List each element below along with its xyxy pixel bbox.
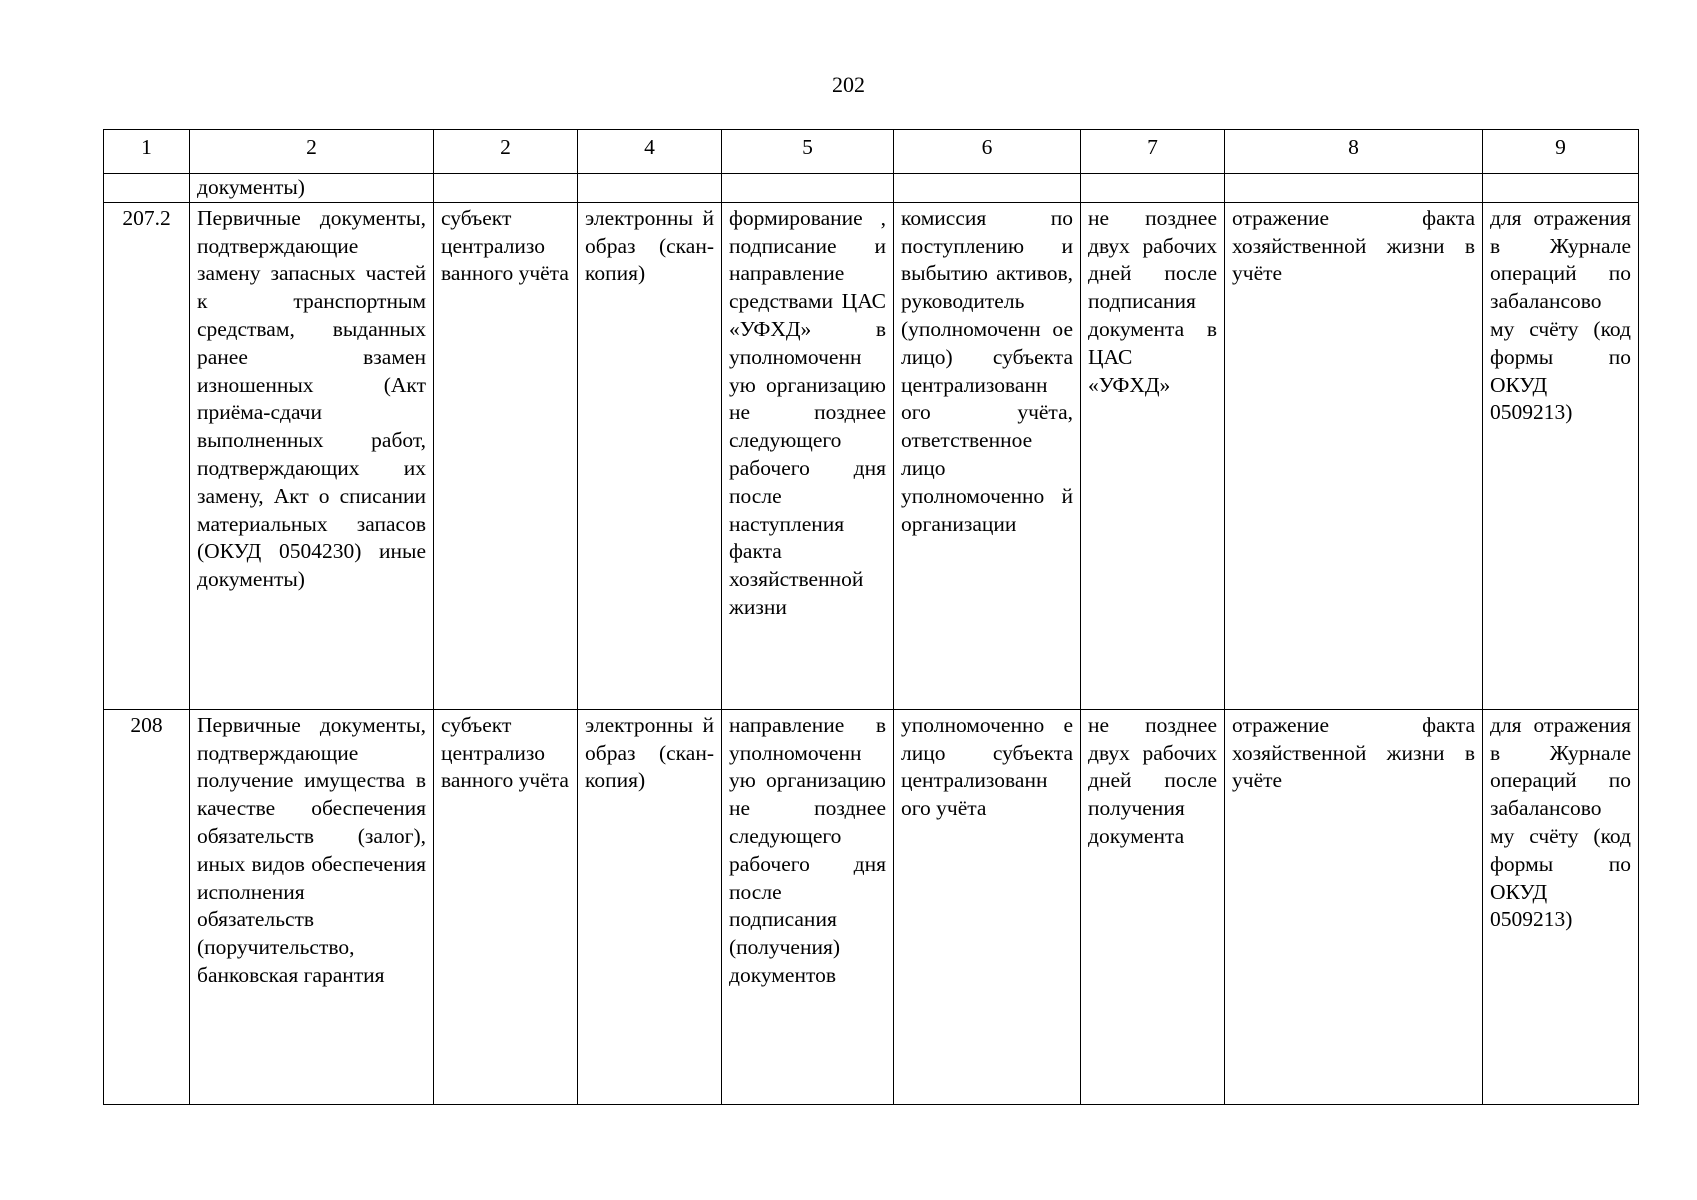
document-cell: Первичные документы, подтверждающие получение имущества в качестве обеспечения обязательств (залог), иных видов обеспечения исполнения обязательств (поручительство, банковская гарантия — [190, 709, 434, 1104]
note-cell: для отражения в Журнале операций по забалансово му счёту (код формы по ОКУД 0509213) — [1483, 202, 1639, 709]
deadline-cell: не позднее двух рабочих дней после подписания документа в ЦАС «УФХД» — [1081, 202, 1225, 709]
creator-cell: субъект централизо ванного учёта — [434, 202, 578, 709]
header-cell: 7 — [1081, 130, 1225, 174]
header-cell: 6 — [894, 130, 1081, 174]
table-cell — [1483, 174, 1639, 203]
table-cell — [1225, 174, 1483, 203]
page-number: 202 — [832, 72, 865, 97]
header-cell: 1 — [104, 130, 190, 174]
procedure-cell: формирование , подписание и направление средствами ЦАС «УФХД» в уполномоченн ую организацию не позднее следующего рабочего дня после наступления факта хозяйственной жизни — [722, 202, 894, 709]
table-cell — [1081, 174, 1225, 203]
note-cell: для отражения в Журнале операций по забалансово му счёту (код формы по ОКУД 0509213) — [1483, 709, 1639, 1104]
purpose-cell: отражение факта хозяйственной жизни в учёте — [1225, 202, 1483, 709]
table-cell — [104, 174, 190, 203]
row-number: 207.2 — [104, 202, 190, 709]
header-cell: 5 — [722, 130, 894, 174]
form-cell: электронны й образ (скан-копия) — [578, 202, 722, 709]
header-cell: 2 — [434, 130, 578, 174]
continuation-row — [104, 174, 1639, 203]
header-cell: 2 — [190, 130, 434, 174]
document-cell: Первичные документы, подтверждающие замену запасных частей к транспортным средствам, выданных ранее взамен изношенных (Акт приёма-сдачи выполненных работ, подтверждающих их замену, Акт о списании материальных запасов (ОКУД 0504230) иные документы) — [190, 202, 434, 709]
header-cell: 4 — [578, 130, 722, 174]
table-cell: документы) — [190, 174, 434, 203]
table-row — [104, 202, 1639, 709]
table-row — [104, 709, 1639, 1104]
creator-cell: субъект централизо ванного учёта — [434, 709, 578, 1104]
table-cell — [578, 174, 722, 203]
deadline-cell: не позднее двух рабочих дней после получения документа — [1081, 709, 1225, 1104]
header-cell: 9 — [1483, 130, 1639, 174]
row-number: 208 — [104, 709, 190, 1104]
table-cell — [434, 174, 578, 203]
procedure-cell: направление в уполномоченн ую организацию не позднее следующего рабочего дня после подписания (получения) документов — [722, 709, 894, 1104]
form-cell: электронны й образ (скан-копия) — [578, 709, 722, 1104]
signer-cell: комиссия по поступлению и выбытию активов, руководитель (уполномоченн ое лицо) субъекта централизованн ого учёта, ответственное лицо уполномоченно й организации — [894, 202, 1081, 709]
table-header-row — [104, 130, 1639, 174]
purpose-cell: отражение факта хозяйственной жизни в учёте — [1225, 709, 1483, 1104]
header-cell: 8 — [1225, 130, 1483, 174]
document-table — [103, 129, 1639, 1105]
signer-cell: уполномоченно е лицо субъекта централизованн ого учёта — [894, 709, 1081, 1104]
table-cell — [722, 174, 894, 203]
table-cell — [894, 174, 1081, 203]
